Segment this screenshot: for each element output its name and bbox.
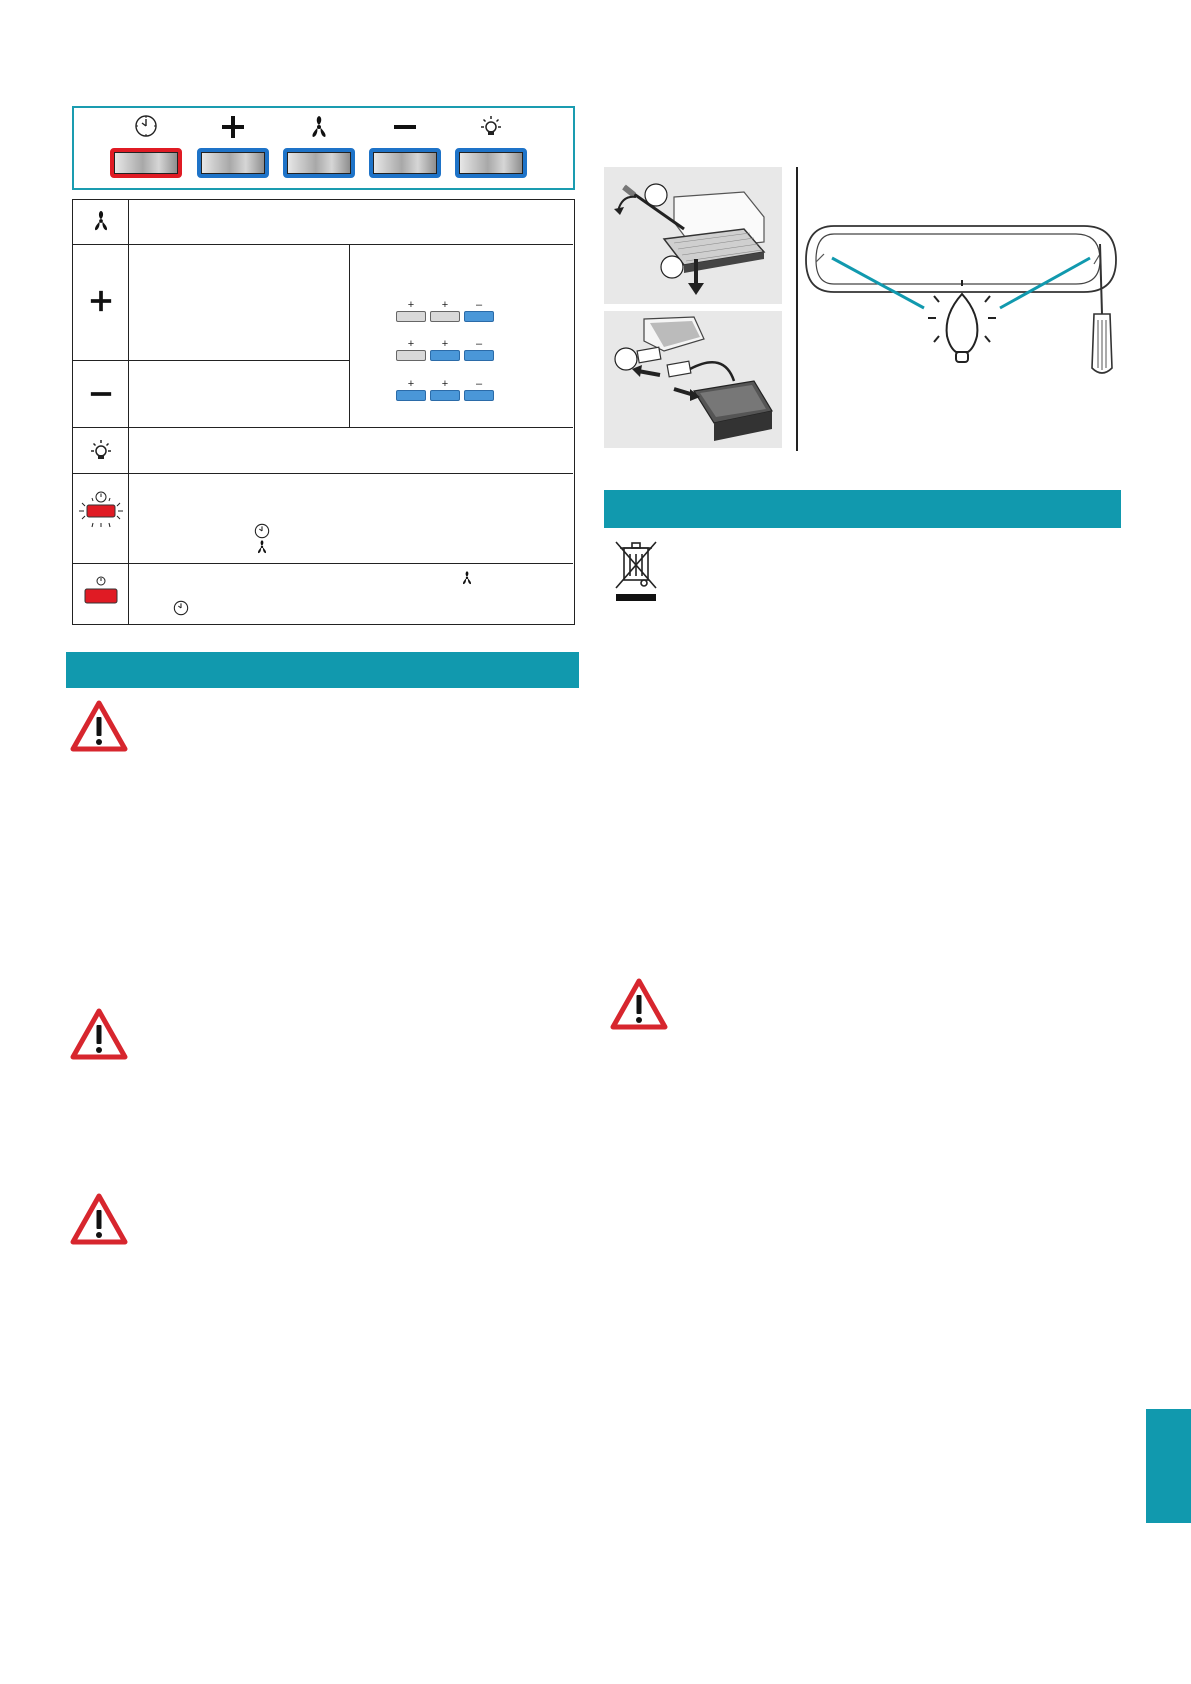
section-header-band (604, 490, 1121, 528)
minus-icon (369, 114, 441, 144)
minus-icon (73, 382, 129, 411)
plus-icon (197, 114, 269, 144)
timer-button[interactable] (110, 148, 182, 178)
control-panel (72, 106, 575, 190)
section-header-band (66, 652, 579, 688)
fan-icon (254, 539, 270, 560)
warning-icon (70, 1008, 128, 1065)
weee-bin-icon (610, 538, 662, 609)
warning-icon (70, 700, 128, 757)
light-icon (73, 438, 129, 469)
fan-button[interactable] (283, 148, 355, 178)
light-disconnect-figure (604, 311, 782, 448)
function-table: + + – + + – + + – (72, 199, 575, 625)
timer-blinking-icon (73, 487, 129, 540)
lamp-replacement-figure (804, 218, 1124, 388)
minus-button[interactable] (369, 148, 441, 178)
filter-removal-figure (604, 167, 782, 304)
fan-icon (73, 209, 129, 238)
light-button[interactable] (455, 148, 527, 178)
light-icon (455, 114, 527, 144)
timer-icon (110, 114, 182, 144)
figure-divider (796, 167, 798, 451)
warning-icon (610, 978, 668, 1035)
language-side-tab (1146, 1409, 1191, 1523)
plus-button[interactable] (197, 148, 269, 178)
fan-icon (459, 570, 475, 591)
timer-lit-icon (73, 575, 129, 618)
warning-icon (70, 1193, 128, 1250)
timer-icon (173, 600, 189, 621)
plus-icon (73, 289, 129, 318)
fan-icon (283, 114, 355, 144)
